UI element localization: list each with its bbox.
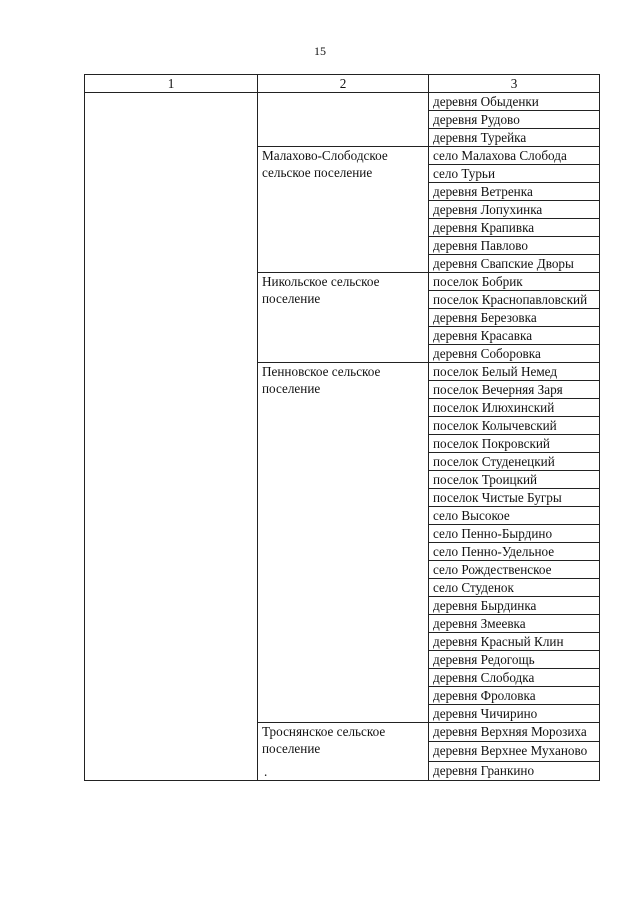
locality-cell: поселок Студенецкий [429, 453, 600, 471]
table-header-row [85, 75, 600, 93]
locality-cell: деревня Красавка [429, 327, 600, 345]
locality-cell: деревня Змеевка [429, 615, 600, 633]
locality-cell: поселок Вечерняя Заря [429, 381, 600, 399]
locality-cell: деревня Ветренка [429, 183, 600, 201]
locality-cell: село Малахова Слобода [429, 147, 600, 165]
settlement-name-cell [258, 723, 429, 781]
locality-cell: деревня Чичирино [429, 705, 600, 723]
locality-cell: село Турьи [429, 165, 600, 183]
header-col-1: 1 [85, 75, 258, 93]
locality-cell: поселок Бобрик [429, 273, 600, 291]
table-body [85, 93, 600, 781]
locality-cell: деревня Бырдинка [429, 597, 600, 615]
district-cell [85, 93, 258, 781]
locality-cell: деревня Красный Клин [429, 633, 600, 651]
header-col-2: 2 [258, 75, 429, 93]
locality-cell: деревня Верхняя Морозиха [429, 723, 600, 742]
locality-cell: деревня Слободка [429, 669, 600, 687]
locality-cell: поселок Троицкий [429, 471, 600, 489]
settlement-name: Троснянское сельское поселение [262, 724, 386, 756]
locality-cell: деревня Крапивка [429, 219, 600, 237]
locality-cell: деревня Турейка [429, 129, 600, 147]
settlement-name: Пенновское сельское поселение [262, 364, 381, 396]
settlement-name-cell [258, 93, 429, 147]
locality-cell: поселок Колычевский [429, 417, 600, 435]
locality-cell: поселок Илюхинский [429, 399, 600, 417]
locality-cell: деревня Редогощь [429, 651, 600, 669]
locality-cell: село Студенок [429, 579, 600, 597]
locality-cell: село Пенно-Удельное [429, 543, 600, 561]
locality-cell: поселок Краснопавловский [429, 291, 600, 309]
settlement-name-cell [258, 273, 429, 363]
locality-cell: деревня Рудово [429, 111, 600, 129]
locality-cell: деревня Павлово [429, 237, 600, 255]
page-number: 15 [314, 44, 326, 58]
header-col-3: 3 [429, 75, 600, 93]
settlement-note: . [264, 764, 268, 779]
settlement-name-cell [258, 147, 429, 273]
locality-cell: деревня Соборовка [429, 345, 600, 363]
locality-cell: поселок Белый Немед [429, 363, 600, 381]
locality-cell: деревня Верхнее Муханово [429, 742, 600, 761]
locality-cell: поселок Покровский [429, 435, 600, 453]
settlement-name-cell [258, 363, 429, 723]
settlements-table [84, 74, 600, 781]
locality-cell: поселок Чистые Бугры [429, 489, 600, 507]
locality-cell: деревня Фроловка [429, 687, 600, 705]
locality-cell: село Высокое [429, 507, 600, 525]
locality-cell: село Пенно-Бырдино [429, 525, 600, 543]
table-row [85, 93, 600, 111]
locality-cell: деревня Свапские Дворы [429, 255, 600, 273]
settlement-name: Малахово-Слободское сельское поселение [262, 148, 388, 180]
locality-cell: деревня Гранкино [429, 761, 600, 780]
settlement-name: Никольское сельское поселение [262, 274, 380, 306]
locality-cell: деревня Березовка [429, 309, 600, 327]
locality-cell: деревня Обыденки [429, 93, 600, 111]
locality-cell: село Рождественское [429, 561, 600, 579]
locality-cell: деревня Лопухинка [429, 201, 600, 219]
